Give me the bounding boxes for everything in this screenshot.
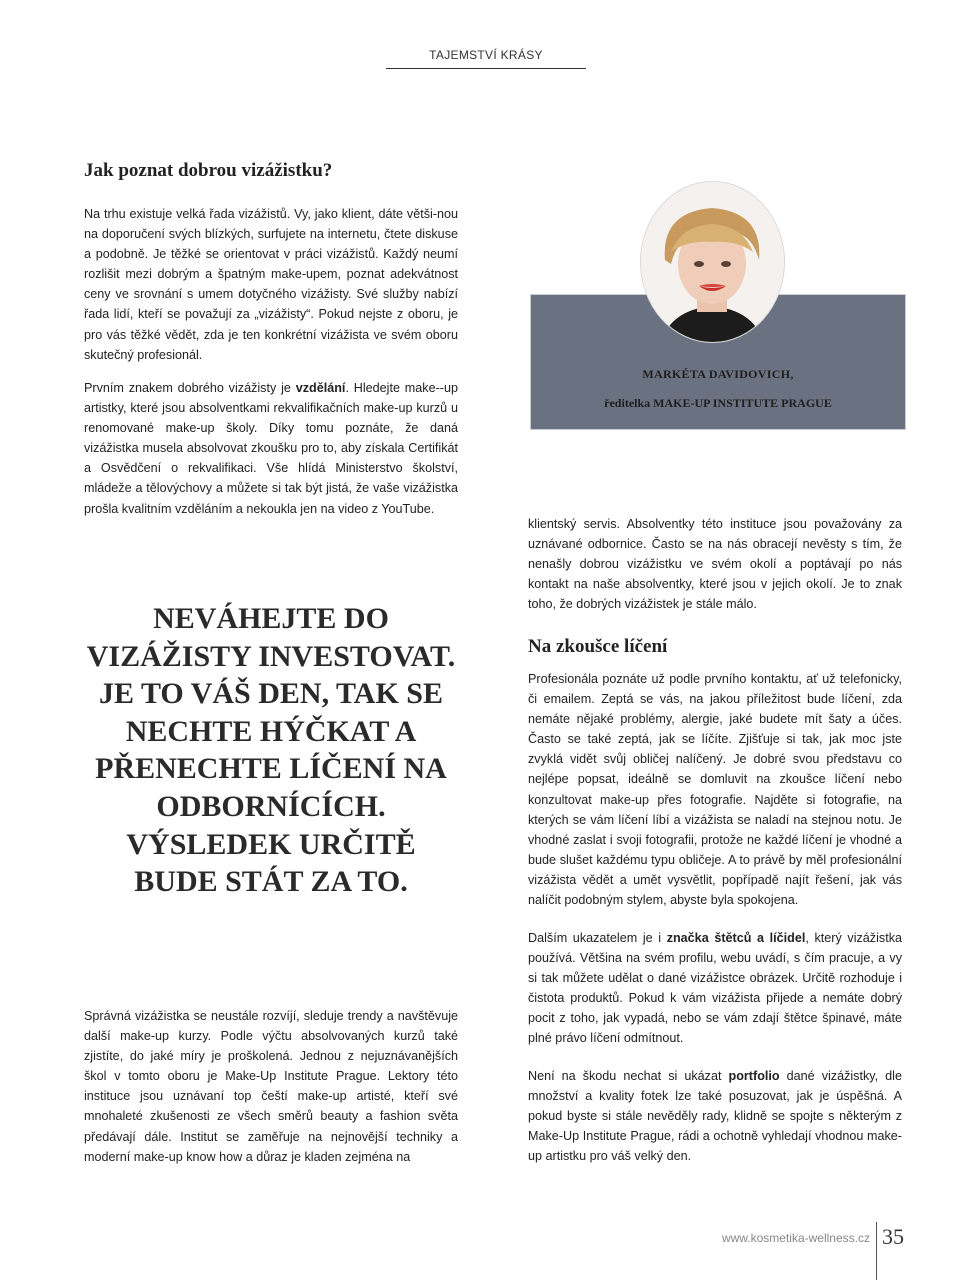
right-p3-bold: značka štětců a líčidel bbox=[666, 931, 806, 945]
footer-divider bbox=[876, 1222, 877, 1280]
footer-url: www.kosmetika-wellness.cz bbox=[721, 1231, 870, 1245]
profile-name: MARKÉTA DAVIDOVICH, bbox=[642, 367, 794, 381]
portrait-illustration bbox=[641, 182, 784, 342]
profile-role: ředitelka MAKE-UP INSTITUTE PRAGUE bbox=[604, 396, 832, 410]
right-paragraph-2: Profesionála poznáte už podle prvního kontaktu, ať už telefonicky, či emailem. Zeptá se vás, na jakou příležitost bude líčení, zda nemáte nějaké problémy, alergie, jaké budete mít šaty a účes. Často se také zeptá, jak se líčíte. Zjišťuje si tak, jak moc jste zvyklá vidět svůj obličej nalíčený. Je dobré svou představu co nejlépe popsat, ideálně se domluvit na zkoušce líčení nebo konzultovat make-up přes fotografie. Najděte si fotografie, na kterých se vám líčení líbí a vizážista se naladí na stejnou notu. Je vhodné zaslat i svoji fotografii, protože ne každé líčení je vhodné a bude slušet každému typu obličeje. A to právě by měl profesionální vizážista vědět a umět vysvětlit, popřípadě najít řešení, jak vás nalíčit podobným stylem, abyste byla spokojena. bbox=[528, 672, 902, 908]
left-paragraph-2 bbox=[84, 378, 458, 519]
right-p4-text-after: dané vizážistky, dle množství a kvality fotek lze také posuzovat, jak je úspěšná. A pokud byste si stále nevěděly rady, klidně se spojte s některým z Make-Up Institute Prague, rádi a ochotně vyhledají vhodnou make-up artistku pro váš velký den. bbox=[528, 1069, 902, 1164]
right-paragraph-3 bbox=[528, 928, 902, 1049]
left-p2-text-before: Prvním znakem dobrého vizážisty je bbox=[84, 381, 296, 395]
right-p4-text-before: Není na škodu nechat si ukázat bbox=[528, 1069, 729, 1083]
left-paragraph-1: Na trhu existuje velká řada vizážistů. Vy, jako klient, dáte větši-nou na doporučení svých blízkých, surfujete na internetu, čtete diskuse a podobně. Je těžké se orientovat v práci vizážistů. Každý neumí rozlišit mezi dobrým a špatným make-upem, poznat adekvátnost ceny ve srovnání s umem dotyčného vizážisty. Své služby nabízí řada lidí, kteří se považují za „vizážisty“. Pokud nejste z oboru, je pro vás těžké vědět, zda je ten konkrétní vizážista ve svém oboru skutečný profesionál. bbox=[84, 207, 458, 362]
left-p2-text-after: . Hledejte make--up artistky, které jsou absolventkami rekvalifikačních make-up kurzů u renomované make-up školy. Díky tomu poznáte, že daná vizážistka musela absolvovat zkoušku pro to, aby získala Certifikát a Osvědčení o rekvalifikaci. Vše hlídá Ministerstvo školství, mládeže a tělovýchovy a můžete si tak být jistá, že vaše vizážistka prošla kvalitním vzděláním a nekoukla jen na video z YouTube. bbox=[84, 381, 458, 516]
right-p4-bold: portfolio bbox=[728, 1069, 780, 1083]
right-paragraph-4 bbox=[528, 1066, 902, 1166]
pull-quote: NEVÁHEJTE DO VIZÁŽISTY INVESTOVAT. JE TO VÁŠ DEN, TAK SE NECHTE HÝČKAT A PŘENECHTE LÍČENÍ NA ODBORNÍCÍCH. VÝSLEDEK URČITĚ BUDE STÁT ZA TO. bbox=[86, 602, 456, 899]
right-paragraph-1: klientský servis. Absolventky této instituce jsou považovány za uznávané odbornice. Často se na nás obracejí nevěsty s tím, že nenašly dobrou vizážistku ve svém okolí a poptávají po nás kontakt na naše absolventky, které jsou v jejich okolí. Je to znak toho, že dobrých vizážistek je stále málo. bbox=[528, 517, 902, 612]
section-header: TAJEMSTVÍ KRÁSY bbox=[386, 48, 586, 69]
left-heading: Jak poznat dobrou vizážistku? bbox=[84, 160, 333, 181]
page-number: 35 bbox=[882, 1224, 904, 1249]
profile-photo bbox=[641, 182, 784, 342]
left-paragraph-3: Správná vizážistka se neustále rozvíjí, sleduje trendy a navštěvuje další make-up kurzy. Podle výčtu absolvovaných kurzů také zjistíte, do jaké míry je proškolená. Jednou z nejuznávanějších škol v tomto oboru je Make-Up Institute Prague. Lektory této instituce jsou uznávaní top čeští make-up artisté, kteří své mnohaleté zkušenosti ze všech směrů beauty a fashion světa předávají dále. Institut se zaměřuje na nejnovější techniky a moderní make-up know how a důraz je kladen zejména na bbox=[84, 1009, 458, 1164]
right-p3-text-before: Dalším ukazatelem je i bbox=[528, 931, 667, 945]
right-p3-text-after: , který vizážistka používá. Většina na svém profilu, webu uvádí, s čím pracuje, a vy si tak můžete udělat o dané vizážistce obrázek. Určitě rozhoduje i čistota produktů. Pokud k vám vizážista přijede a nemáte dobrý pocit z toho, jak vypadá, nebo se vám zdají štětce špinavé, máte plné právo líčení odmítnout. bbox=[528, 931, 903, 1046]
right-heading: Na zkoušce líčení bbox=[528, 636, 668, 657]
left-p2-bold: vzdělání bbox=[295, 381, 346, 395]
